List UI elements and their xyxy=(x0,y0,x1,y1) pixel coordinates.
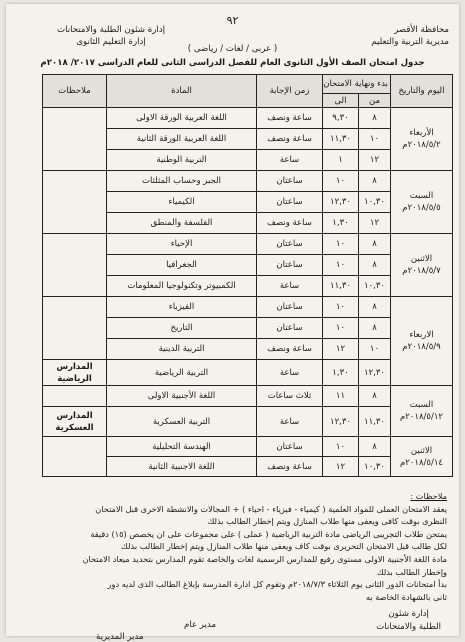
duration-cell: ساعة xyxy=(257,407,323,437)
table-row xyxy=(43,171,453,192)
subject-cell: الجغرافيا xyxy=(107,255,257,276)
subject-cell: الهندسة التحليلية xyxy=(107,437,257,457)
day-cell: الاربعاء ٢٠١٨/٥/٩م xyxy=(391,297,453,386)
to-cell: ١١ xyxy=(323,386,359,407)
subject-cell: اللغة العربية الورقة الثانية xyxy=(107,129,257,150)
duration-cell: ساعة ونصف xyxy=(257,129,323,150)
note-line: يمتحن طلاب التجريبى الرياضى مادة التربية الرياضية ( عملى ) على مجموعات على ان يخصص (١٥) دقيقة xyxy=(90,528,447,539)
signature-general-director: مدير عام xyxy=(184,620,217,630)
notes-cell xyxy=(43,297,107,360)
subject-cell: الكيمياء xyxy=(107,192,257,213)
subject-cell: الجبر وحساب المثلثات xyxy=(107,171,257,192)
note-line: مادة اللغة الأجنبية الاولى مستوى رفيع للمدارس الرسمية لغات والخاصة تقوم المدارس بتحديد ميعاد الامتحان xyxy=(82,553,447,564)
note-line: بدأ امتحانات الدور الثانى يوم الثلاثاء ٢٠١٨/٧/٣م وتقوم كل ادارة المدرسة بإبلاغ الطالب الذى لديه دور xyxy=(107,579,447,590)
from-cell: ١٠ xyxy=(359,129,391,150)
to-cell: ١٢ xyxy=(323,457,359,477)
to-cell: ١٠ xyxy=(323,437,359,457)
subject-cell: الفلسفة والمنطق xyxy=(107,213,257,234)
day-cell: السبت ٢٠١٨/٥/١٢م xyxy=(391,386,453,437)
to-cell: ١٠ xyxy=(323,255,359,276)
header-to: الى xyxy=(323,94,359,108)
table-row xyxy=(43,108,453,129)
directorate-label: مديرية التربية والتعليم xyxy=(371,37,449,47)
notes-title: ملاحظات : xyxy=(410,491,447,501)
day-cell: السبت ٢٠١٨/٥/٥م xyxy=(391,171,453,234)
to-cell: ١٢,٣٠ xyxy=(323,407,359,437)
notes-section xyxy=(17,490,447,603)
subject-cell: الإحياء xyxy=(107,234,257,255)
duration-cell: ساعة xyxy=(257,360,323,386)
secondary-admin-label: إدارة التعليم الثانوى xyxy=(76,37,146,47)
header-notes: ملاحظات xyxy=(43,75,107,108)
header-subject: المادة xyxy=(107,75,257,108)
from-cell: ٨ xyxy=(359,171,391,192)
from-cell: ٨ xyxy=(359,386,391,407)
to-cell: ١٠ xyxy=(323,234,359,255)
subject-cell: اللغة العربية الورقة الاولى xyxy=(107,108,257,129)
duration-cell: ساعتان xyxy=(257,437,323,457)
header-duration: زمن الإجابة xyxy=(257,75,323,108)
duration-cell: ساعة ونصف xyxy=(257,339,323,360)
to-cell: ١,٣٠ xyxy=(323,213,359,234)
to-cell: ١٢,٣٠ xyxy=(323,192,359,213)
duration-cell: ساعة ونصف xyxy=(257,457,323,477)
subject-cell: الفيزياء xyxy=(107,297,257,318)
signature-directorate-director: مدير المديرية xyxy=(96,632,144,642)
note-line: يعقد الامتحان العملى للمواد العلمية ( كيمياء - فيزياء - احياء ) + المجالات والانشطة الاخرى قبل الامتحان xyxy=(95,503,447,514)
subject-cell: التربية الرياضية xyxy=(107,360,257,386)
day-cell: الأربعاء ٢٠١٨/٥/٢م xyxy=(391,108,453,171)
to-cell: ٩,٣٠ xyxy=(323,108,359,129)
exam-schedule-table xyxy=(42,74,453,477)
duration-cell: ساعة ونصف xyxy=(257,108,323,129)
to-cell: ١١,٣٠ xyxy=(323,129,359,150)
from-cell: ٨ xyxy=(359,234,391,255)
from-cell: ٨ xyxy=(359,108,391,129)
from-cell: ١١,٣٠ xyxy=(359,407,391,437)
duration-cell: ثلاث ساعات xyxy=(257,386,323,407)
duration-cell: ساعتان xyxy=(257,318,323,339)
duration-cell: ساعتان xyxy=(257,171,323,192)
note-line: وإخطار الطالب بذلك xyxy=(376,566,447,577)
notes-cell: المدارس الرياضية xyxy=(43,360,107,386)
duration-cell: ساعة ونصف xyxy=(257,213,323,234)
from-cell: ١٢ xyxy=(359,213,391,234)
to-cell: ١١,٣٠ xyxy=(323,276,359,297)
affairs-label: إدارة شئون الطلبة والامتحانات xyxy=(57,25,165,35)
notes-cell xyxy=(43,171,107,234)
table-row xyxy=(43,386,453,407)
from-cell: ٨ xyxy=(359,437,391,457)
header-time: بدء ونهاية الامتحان xyxy=(323,75,391,94)
note-line: لكل طالب قبل الامتحان التحريرى بوقت كاف ويعفى منها طلاب المنازل ويتم إخطار الطالب بذلك xyxy=(121,541,447,552)
from-cell: ١٠,٣٠ xyxy=(359,192,391,213)
header-day: اليوم والتاريخ xyxy=(391,75,453,108)
duration-cell: ساعتان xyxy=(257,255,323,276)
table-row xyxy=(43,234,453,255)
notes-cell xyxy=(43,437,107,477)
subtitle: ( عربى / لغات / رياضى ) xyxy=(187,44,278,54)
from-cell: ١٢ xyxy=(359,150,391,171)
subject-cell: التربية الدينية xyxy=(107,339,257,360)
to-cell: ١,٣٠ xyxy=(323,360,359,386)
duration-cell: ساعتان xyxy=(257,297,323,318)
document-page xyxy=(6,4,459,642)
notes-cell xyxy=(43,234,107,297)
subject-cell: التربية العسكرية xyxy=(107,407,257,437)
subject-cell: اللغة الأجنبية الاولى xyxy=(107,386,257,407)
page-number: ٩٢ xyxy=(226,14,239,27)
from-cell: ٨ xyxy=(359,255,391,276)
notes-cell: المدارس العسكرية xyxy=(43,407,107,437)
governorate-label: محافظة الأقصر xyxy=(394,25,449,35)
table-row xyxy=(43,297,453,318)
to-cell: ١٢ xyxy=(323,339,359,360)
notes-cell xyxy=(43,108,107,171)
note-line: النظرى بوقت كافى ويعفى منها طلاب المنازل ويتم إخطار الطالب بذلك xyxy=(207,516,447,527)
table-row xyxy=(43,437,453,457)
to-cell: ١٠ xyxy=(323,297,359,318)
signature-affairs: إدارة شئون الطلبة والامتحانات xyxy=(376,609,441,632)
note-line: ثانى بالشهادة الخاصة به xyxy=(365,591,447,602)
from-cell: ١٢,٣٠ xyxy=(359,360,391,386)
from-cell: ٨ xyxy=(359,318,391,339)
subject-cell: التربية الوطنية xyxy=(107,150,257,171)
to-cell: ١ xyxy=(323,150,359,171)
duration-cell: ساعتان xyxy=(257,234,323,255)
document-title: جدول امتحان الصف الأول الثانوى العام للفصل الدراسى الثانى للعام الدراسى ٢٠١٧/ ٢٠١٨م xyxy=(40,58,425,68)
subject-cell: التاريخ xyxy=(107,318,257,339)
header-from: من xyxy=(359,94,391,108)
from-cell: ١٠ xyxy=(359,339,391,360)
duration-cell: ساعة xyxy=(257,276,323,297)
duration-cell: ساعة xyxy=(257,150,323,171)
from-cell: ١٠,٣٠ xyxy=(359,457,391,477)
day-cell: الاثنين ٢٠١٨/٥/١٤م xyxy=(391,437,453,477)
to-cell: ١٠ xyxy=(323,171,359,192)
day-cell: الاثنين ٢٠١٨/٥/٧م xyxy=(391,234,453,297)
subject-cell: الكمبيوتر وتكنولوجيا المعلومات xyxy=(107,276,257,297)
from-cell: ١٠,٣٠ xyxy=(359,276,391,297)
from-cell: ٨ xyxy=(359,297,391,318)
duration-cell: ساعتان xyxy=(257,192,323,213)
to-cell: ١٠ xyxy=(323,318,359,339)
subject-cell: اللغة الاجنبية الثانية xyxy=(107,457,257,477)
notes-cell xyxy=(43,386,107,407)
